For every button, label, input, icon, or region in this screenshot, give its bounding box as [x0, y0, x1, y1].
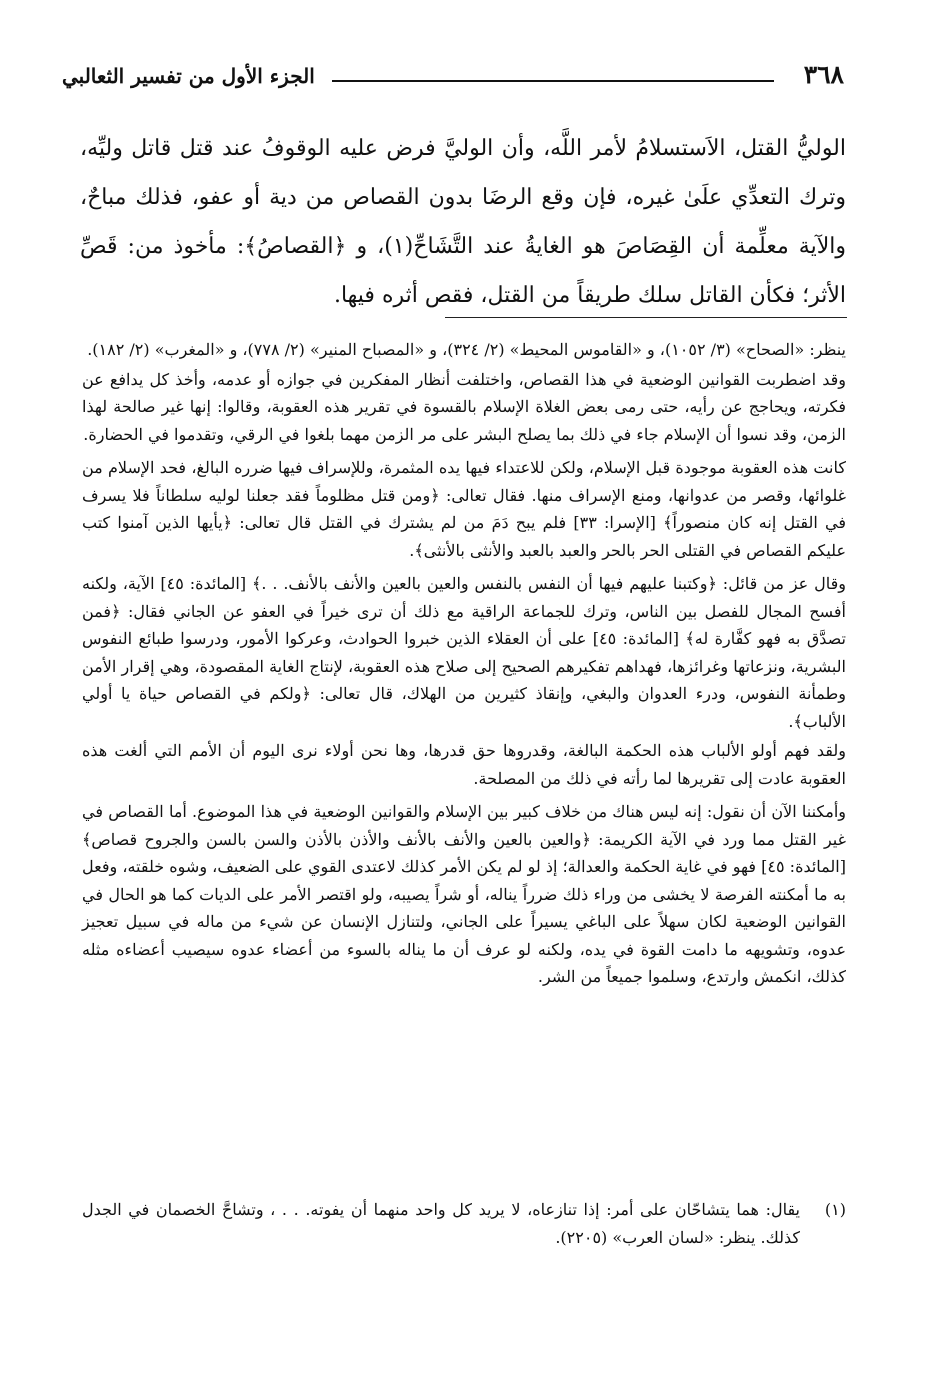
note-paragraph: كانت هذه العقوبة موجودة قبل الإسلام، ولكن للاعتداء فيها يده المثمرة، وللإسراف فيها ضرره البالغ، فحد الإسلام من غلوائها، وقصر من عدوانها، ومنع الإسراف منها. فقال تعالى: ﴿ومن قتل مظلوماً فقد جعلنا لوليه سلطاناً فلا يسرف في القتل إنه كان منصوراً﴾ [الإسرا: ٣٣] فلم يبح دَمَ من لم يشترك في القتل قال تعالى: ﴿يأيها الذين آمنوا كتب عليكم القصاص في القتلى الحر بالحر والعبد بالعبد والأنثى بالأنثى﴾. [82, 458, 846, 560]
note-paragraph: وأمكننا الآن أن نقول: إنه ليس هناك من خلاف كبير بين الإسلام والقوانين الوضعية في هذا الموضوع. أما القصاص في غير القتل مما ورد في الآية الكريمة: ﴿والعين بالعين والأنف بالأنف والأذن بالأذن والسن بالسن والجروح قصاص﴾ [المائدة: ٤٥] فهو في غاية الحكمة والعدالة؛ إذ لو لم يكن الأمر كذلك لاعتدى القوي على الضعيف، وشوه خلقته، وفعل به ما أمكنته الفرصة لا يخشى من وراء ذلك ضرراً يناله، أو شراً يصيبه، ولو اقتصر الأمر على الديات كما هو الحال في القوانين الوضعية لكان سهلاً على الباغي يسيراً على الجاني، ولتنازل الإنسان عن شيء من ماله في سبيل تعجيز عدوه، وتشويهه ما دامت القوة في يده، ولكنه لو عرف أن ما يناله بالسوء من أعضاء عدوه سيصيب أعضاءه مثله كذلك، انكمش وارتدع، وسلموا جميعاً من الشر. [82, 802, 846, 986]
page-header [62, 58, 846, 98]
note-references: ينظر: «الصحاح» (٣/ ١٠٥٢)، و «القاموس المحيط» (٢/ ٣٢٤)، و «المصباح المنير» (٢/ ٧٧٨)، و «المغرب» (٢/ ١٨٢). [87, 340, 846, 359]
footnote-number: (١) [824, 1200, 846, 1219]
footnote-separator [445, 317, 847, 318]
main-text [80, 124, 846, 320]
main-paragraph: الوليُّ القتل، الاَستسلامُ لأمر اللَّه، وأن الوليَّ فرض عليه الوقوفُ عند قتل قاتل وليِّه، وترك التعدِّي علَىٰ غيره، فإن وقع الرضَا بدون القصاص من دية أو عفو، فذلك مباحٌ، والآية معلِّمة أن القِصَاصَ هو الغايةُ عند التَّشَاحِّ(١)، و ﴿القصاصُ﴾: مأخوذ من: قَصِّ الأثر؛ فكأن القاتل سلك طريقاً من القتل، فقص أثره فيها. [80, 136, 847, 308]
note-paragraph: وقد اضطربت القوانين الوضعية في هذا القصاص، واختلفت أنظار المفكرين في جوازه أو عدمه، وأخذ كل يدافع عن فكرته، ويحاجج عن رأيه، حتى رمى بعض الغلاة الإسلام بالقسوة في تقرير هذه العقوبة، وقالوا: إنها غير صالحة لهذا الزمن، وقد نسوا أن الإسلام جاء في ذلك بما يصلح البشر على مر الزمن مهما بلغوا في الرقي، وتقدموا في الحضارة. [82, 369, 846, 444]
page-number: ٣٦٨ [803, 60, 844, 89]
footnote [82, 1196, 846, 1252]
note-paragraph: ولقد فهم أولو الألباب هذه الحكمة البالغة، وقدروها حق قدرها، وها نحن أولاء نرى اليوم أن الأمم التي ألغت هذه العقوبة عادت إلى تقريرها لما رأته في ذلك من المصلحة. [82, 741, 846, 788]
running-title: الجزء الأول من تفسير الثعالبي [62, 64, 315, 88]
notes-block [82, 336, 846, 997]
footnote-text: يقال: هما يتشاحّان على أمر: إذا تنازعاه، لا يريد كل واحد منهما أن يفوته. . . ، وتشاحَّ الخصمان في الجدل كذلك. ينظر: «لسان العرب» (٢٢٠٥). [82, 1200, 800, 1247]
note-paragraph: وقال عز من قائل: ﴿وكتبنا عليهم فيها أن النفس بالنفس والعين بالعين والأنف بالأنف. . .﴾ [المائدة: ٤٥] الآية، ولكنه أفسح المجال للفصل بين الناس، وترك للجماعة الراقية مع ذلك أن ترى خيراً في العفو عن الجاني فقال: ﴿فمن تصدَّق به فهو كفَّارة له﴾ [المائدة: ٤٥] على أن العقلاء الذين خبروا الحوادث، وعركوا الأمور، ودرسوا طبائع النفوس البشرية، ونزعاتها وغرائزها، فهداهم تفكيرهم الصحيح إلى صلاح هذه العقوبة، لإنتاج الغاية المقصودة، وهي إقرار الأمن وطمأنة النفوس، ودرء العدوان والبغي، وإنقاذ كثيرين من الهلاك، قال تعالى: ﴿ولكم في القصاص حياة يا أولي الألباب﴾. [82, 574, 847, 731]
header-rule [332, 80, 774, 82]
